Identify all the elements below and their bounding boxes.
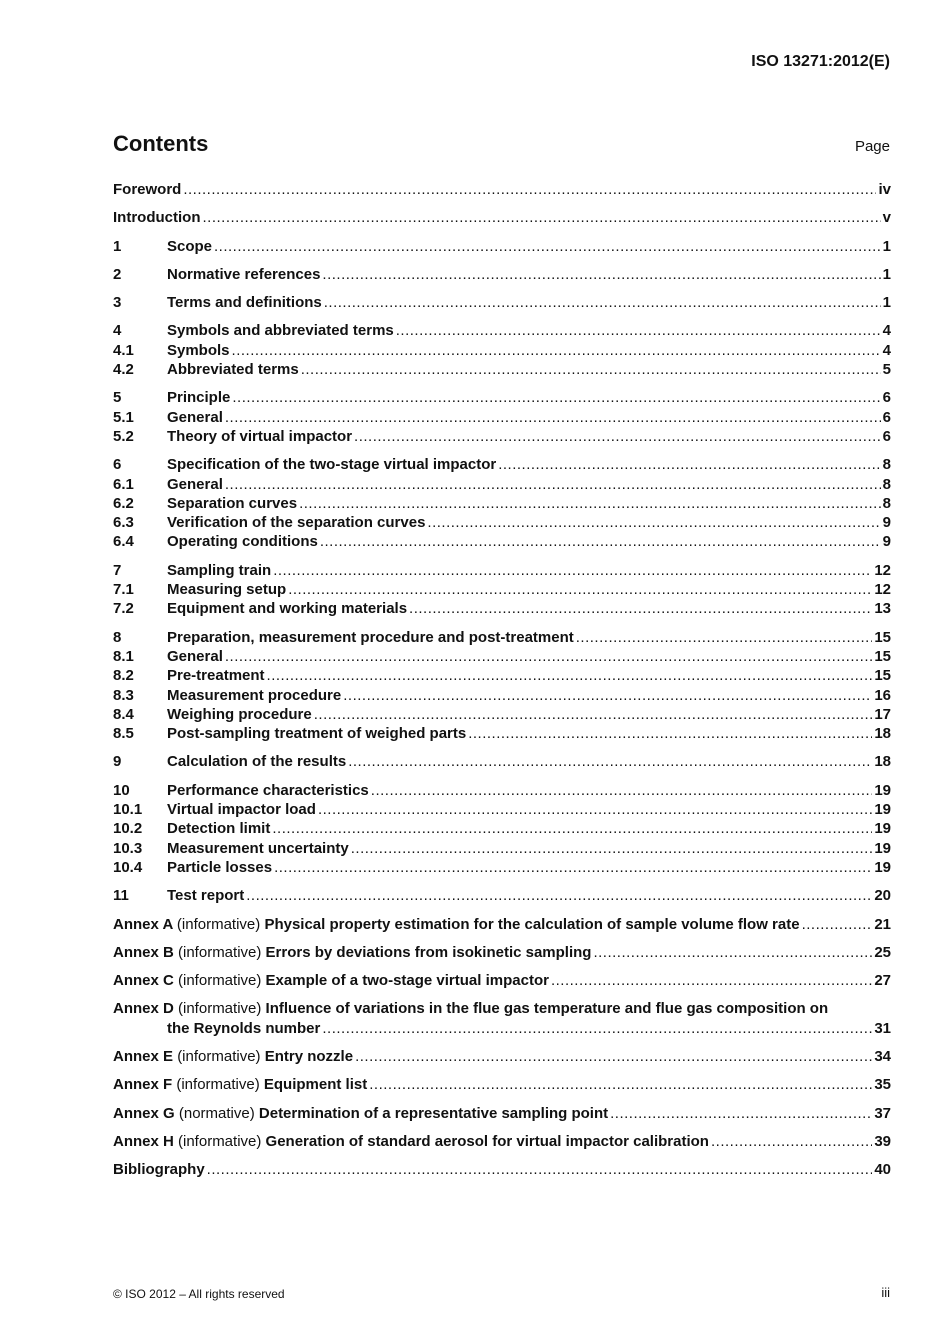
dot-leader [468,724,872,743]
annex-type: (informative) [178,972,262,990]
toc-number: 1 [113,237,122,255]
annex-label: Annex G [113,1104,175,1122]
toc-entry-2[interactable] [113,265,891,284]
toc-page: 21 [874,915,891,933]
toc-page: 4 [882,322,891,340]
annex-title: Influence of variations in the flue gas temperature and flue gas composition on [265,1000,829,1018]
toc-title-continuation [113,1019,891,1038]
toc-title: Measurement procedure [167,686,342,704]
toc-title: Pre-treatment [167,667,265,685]
toc-title: Performance characteristics [167,781,369,799]
dot-leader [314,705,873,724]
toc-title: General [167,475,223,493]
toc-title: Particle losses [167,858,273,876]
dot-leader [232,341,881,360]
toc-number: 6.4 [113,533,134,551]
table-of-contents [113,180,891,1179]
toc-entry-6-2[interactable] [113,494,891,513]
toc-entry-11[interactable] [113,886,891,905]
toc-title: Measuring setup [167,581,287,599]
toc-title: Verification of the separation curves [167,514,426,532]
toc-entry-annex-b[interactable] [113,943,891,962]
toc-page: 8 [882,475,891,493]
toc-entry-annex-e[interactable] [113,1047,891,1066]
toc-entry-4-1[interactable] [113,341,891,360]
toc-number: 10.1 [113,801,143,819]
dot-leader [610,1104,872,1123]
toc-page: 20 [874,887,891,905]
toc-page: 6 [882,408,891,426]
toc-number: 6.3 [113,514,134,532]
toc-number: 3 [113,294,122,312]
toc-entry-8-4[interactable] [113,705,891,724]
toc-entry-annex-d[interactable] [113,999,891,1038]
toc-entry-annex-a[interactable] [113,915,891,934]
toc-title: Theory of virtual impactor [167,427,353,445]
toc-entry-bibliography[interactable] [113,1160,891,1179]
dot-leader [225,408,881,427]
toc-title: Post-sampling treatment of weighed parts [167,725,467,743]
annex-title: Errors by deviations from isokinetic sampling [265,943,592,961]
toc-page: 19 [874,858,891,876]
toc-page: 8 [882,494,891,512]
toc-title: Foreword [113,181,182,198]
dot-leader [396,321,881,340]
toc-page: 4 [882,341,891,359]
toc-page: 18 [874,753,891,771]
annex-title: Generation of standard aerosol for virtual impactor calibration [265,1132,709,1150]
dot-leader [355,1047,872,1066]
dot-leader [551,971,872,990]
dot-leader [322,1019,872,1038]
toc-page: 15 [874,667,891,685]
annex-type: (informative) [178,1000,262,1018]
toc-number: 2 [113,265,122,283]
page-column-label: Page [854,138,890,155]
dot-leader [343,686,872,705]
toc-number: 6.1 [113,475,134,493]
toc-number: 6 [113,456,122,474]
toc-entry-foreword[interactable] [113,180,891,199]
annex-label: Annex H [113,1132,174,1150]
toc-page: 16 [874,686,891,704]
toc-title: Abbreviated terms [167,361,299,379]
toc-entry-7[interactable] [113,561,891,580]
toc-entry-7-2[interactable] [113,599,891,618]
annex-title-line2: the Reynolds number [167,1019,321,1037]
toc-number: 5 [113,389,122,407]
toc-page: 6 [882,389,891,407]
toc-page: 9 [882,533,891,551]
toc-page: 5 [882,361,891,379]
toc-page: 1 [882,237,891,255]
dot-leader [369,1075,872,1094]
toc-page: 18 [874,725,891,743]
toc-entry-10[interactable] [113,781,891,800]
toc-page: 8 [882,456,891,474]
dot-leader [354,427,881,446]
toc-entry-10-4[interactable] [113,858,891,877]
toc-number: 8.3 [113,686,134,704]
toc-number: 11 [113,887,129,905]
toc-page: 31 [874,1019,891,1037]
toc-entry-9[interactable] [113,752,891,771]
toc-title: General [167,647,223,665]
toc-entry-6-3[interactable] [113,513,891,532]
toc-number: 8 [113,628,122,646]
toc-title: Terms and definitions [167,294,322,312]
footer-page-number: iii [881,1285,890,1300]
dot-leader [202,208,880,227]
dot-leader [183,180,876,199]
dot-leader [802,915,873,934]
toc-entry-5-1[interactable] [113,408,891,427]
toc-number: 7 [113,561,122,579]
toc-entry-5-2[interactable] [113,427,891,446]
toc-number: 8.1 [113,647,134,665]
toc-title: Specification of the two-stage virtual impactor [167,456,497,474]
toc-entry-annex-g[interactable] [113,1104,891,1123]
toc-entry-10-2[interactable] [113,819,891,838]
toc-page: 19 [874,839,891,857]
toc-page: 39 [874,1132,891,1150]
toc-title: Equipment and working materials [167,600,408,618]
annex-type: (informative) [178,1132,262,1150]
annex-title: Example of a two-stage virtual impactor [265,972,549,990]
toc-page: 12 [874,561,891,579]
dot-leader [246,886,872,905]
toc-entry-introduction[interactable] [113,208,891,227]
toc-number: 8.5 [113,725,134,743]
dot-leader [274,858,872,877]
toc-number: 5.2 [113,427,134,445]
annex-type: (informative) [177,1047,261,1065]
contents-title: Contents [113,131,209,156]
toc-title [113,1047,353,1066]
toc-number: 10.2 [113,820,143,838]
toc-entry-8-5[interactable] [113,724,891,743]
toc-page: 12 [874,581,891,599]
toc-page: 40 [874,1161,891,1179]
toc-page: 1 [882,294,891,312]
dot-leader [322,265,880,284]
toc-entry-annex-c[interactable] [113,971,891,990]
toc-title [113,999,891,1018]
dot-leader [301,360,881,379]
toc-entry-6[interactable] [113,455,891,474]
toc-number: 6.2 [113,494,134,512]
toc-page: iv [878,181,891,198]
toc-title: Separation curves [167,494,298,512]
toc-page: 19 [874,781,891,799]
toc-number: 10 [113,781,130,799]
toc-title: Virtual impactor load [167,801,316,819]
annex-label: Annex E [113,1047,174,1065]
toc-page: 25 [874,943,891,961]
toc-title: Detection limit [167,820,271,838]
dot-leader [351,839,873,858]
dot-leader [427,513,880,532]
toc-entry-4[interactable] [113,321,891,340]
toc-page: 37 [874,1104,891,1122]
toc-entry-10-1[interactable] [113,800,891,819]
toc-page: 15 [874,647,891,665]
toc-title [113,1132,709,1151]
toc-entry-6-4[interactable] [113,532,891,551]
toc-entry-1[interactable] [113,237,891,256]
toc-page: 35 [874,1076,891,1094]
footer-copyright: © ISO 2012 – All rights reserved [113,1287,285,1301]
toc-number: 8.4 [113,705,134,723]
toc-number: 4.2 [113,361,134,379]
dot-leader [225,475,881,494]
toc-title: Normative references [167,265,321,283]
dot-leader [498,455,880,474]
toc-entry-8-1[interactable] [113,647,891,666]
toc-entry-4-2[interactable] [113,360,891,379]
dot-leader [371,781,873,800]
toc-entry-6-1[interactable] [113,475,891,494]
toc-title [113,915,800,934]
annex-title: Entry nozzle [264,1047,354,1065]
annex-type: (informative) [178,943,262,961]
annex-label: Annex A [113,915,173,933]
dot-leader [320,532,881,551]
document-id: ISO 13271:2012(E) [751,53,890,70]
toc-title: Bibliography [113,1161,205,1179]
dot-leader [593,943,872,962]
toc-title: Introduction [113,209,201,227]
dot-leader [267,666,873,685]
toc-entry-8-2[interactable] [113,666,891,685]
annex-label: Annex C [113,972,174,990]
toc-page: 34 [874,1047,891,1065]
toc-number: 10.3 [113,839,143,857]
annex-type: (informative) [176,915,261,933]
dot-leader [318,800,872,819]
toc-title: General [167,408,223,426]
dot-leader [348,752,872,771]
toc-entry-5[interactable] [113,388,891,407]
annex-label: Annex D [113,1000,174,1018]
toc-page: 1 [882,265,891,283]
toc-title [113,943,591,962]
toc-title: Sampling train [167,561,272,579]
toc-number: 8.2 [113,667,134,685]
dot-leader [207,1160,873,1179]
annex-label: Annex F [113,1076,173,1094]
toc-page: 19 [874,820,891,838]
toc-page: 19 [874,801,891,819]
toc-title [113,1104,608,1123]
dot-leader [273,561,872,580]
toc-number: 5.1 [113,408,134,426]
toc-title: Test report [167,887,245,905]
annex-type: (informative) [176,1076,260,1094]
toc-page: v [882,209,891,227]
dot-leader [225,647,872,666]
toc-page: 9 [882,514,891,532]
toc-title: Measurement uncertainty [167,839,349,857]
toc-number: 7.1 [113,581,134,599]
toc-page: 6 [882,427,891,445]
toc-title: Weighing procedure [167,705,312,723]
toc-entry-8-3[interactable] [113,686,891,705]
toc-title: Scope [167,237,213,255]
toc-number: 9 [113,753,122,771]
toc-page: 15 [874,628,891,646]
annex-title: Physical property estimation for the calculation of sample volume flow rate [264,915,800,933]
toc-entry-10-3[interactable] [113,839,891,858]
annex-label: Annex B [113,943,174,961]
annex-type: (normative) [178,1104,255,1122]
toc-number: 10.4 [113,858,143,876]
toc-number: 7.2 [113,600,134,618]
annex-title: Determination of a representative sampling point [258,1104,609,1122]
toc-page: 27 [874,972,891,990]
dot-leader [214,237,881,256]
toc-title [113,1075,367,1094]
dot-leader [299,494,881,513]
dot-leader [232,388,880,407]
dot-leader [324,293,881,312]
toc-title: Symbols [167,341,230,359]
toc-entry-8[interactable] [113,628,891,647]
toc-title: Operating conditions [167,533,318,551]
toc-entry-7-1[interactable] [113,580,891,599]
toc-entry-3[interactable] [113,293,891,312]
dot-leader [288,580,872,599]
toc-entry-annex-f[interactable] [113,1075,891,1094]
toc-number: 4.1 [113,341,134,359]
dot-leader [576,628,873,647]
toc-title: Symbols and abbreviated terms [167,322,394,340]
toc-number: 4 [113,322,122,340]
dot-leader [711,1132,872,1151]
toc-title: Preparation, measurement procedure and post-treatment [167,628,574,646]
toc-title [113,971,549,990]
annex-title: Equipment list [263,1076,368,1094]
toc-title: Calculation of the results [167,753,347,771]
toc-page: 17 [874,705,891,723]
dot-leader [409,599,872,618]
toc-title: Principle [167,389,231,407]
dot-leader [272,819,872,838]
toc-entry-annex-h[interactable] [113,1132,891,1151]
toc-page: 13 [874,600,891,618]
